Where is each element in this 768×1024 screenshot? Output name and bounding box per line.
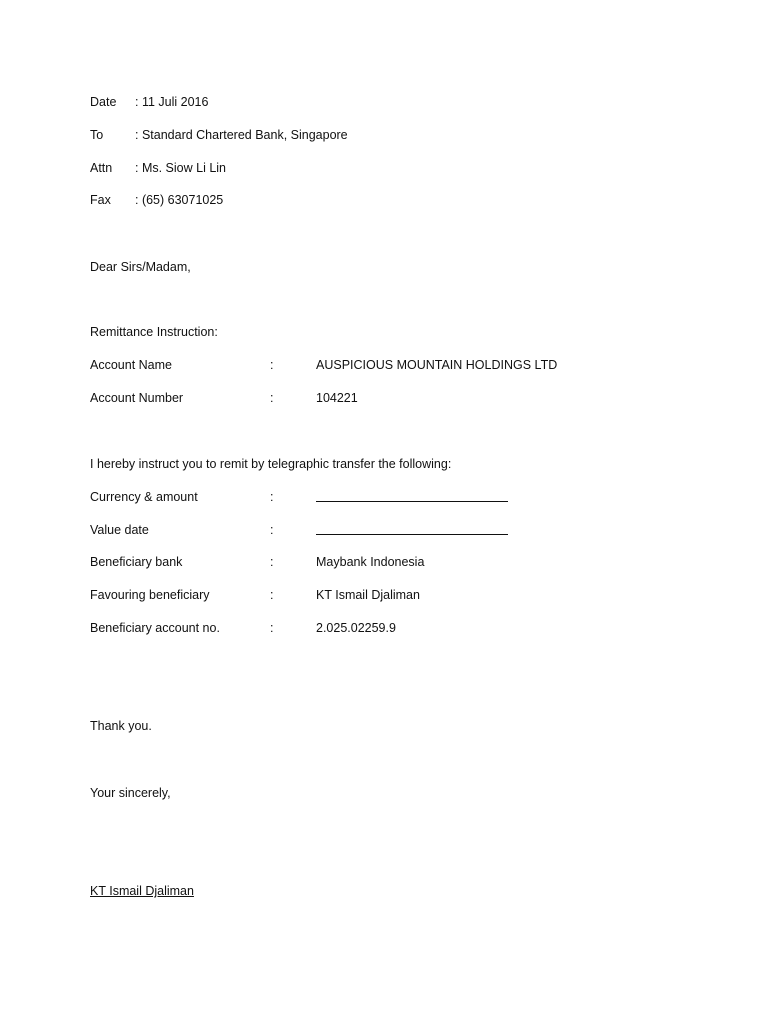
date-label: Date bbox=[90, 95, 117, 109]
beneficiary-bank-value: Maybank Indonesia bbox=[316, 555, 425, 569]
favouring-beneficiary-colon: : bbox=[270, 588, 274, 602]
attn-value: : Ms. Siow Li Lin bbox=[135, 161, 227, 175]
attn-label: Attn bbox=[90, 161, 113, 175]
salutation: Dear Sirs/Madam, bbox=[90, 260, 191, 274]
value-date-underline bbox=[316, 521, 508, 535]
beneficiary-account-label: Beneficiary account no. bbox=[90, 621, 220, 635]
beneficiary-account-colon: : bbox=[270, 621, 274, 635]
to-label: To bbox=[90, 128, 104, 142]
currency-amount-colon: : bbox=[270, 490, 274, 504]
instruction-text: I hereby instruct you to remit by telegraphic transfer the following: bbox=[90, 457, 452, 471]
sign-off: Your sincerely, bbox=[90, 786, 171, 800]
account-number-colon: : bbox=[270, 391, 274, 405]
currency-amount-underline bbox=[316, 488, 508, 502]
account-name-label: Account Name bbox=[90, 358, 172, 372]
favouring-beneficiary-label: Favouring beneficiary bbox=[90, 588, 210, 602]
beneficiary-account-value: 2.025.02259.9 bbox=[316, 621, 396, 635]
value-date-blank bbox=[316, 521, 508, 540]
fax-label: Fax bbox=[90, 193, 111, 207]
value-date-label: Value date bbox=[90, 523, 149, 537]
beneficiary-bank-colon: : bbox=[270, 555, 274, 569]
to-value: : Standard Chartered Bank, Singapore bbox=[135, 128, 348, 142]
account-number-label: Account Number bbox=[90, 391, 184, 405]
thank-you: Thank you. bbox=[90, 719, 152, 733]
fax-value: : (65) 63071025 bbox=[135, 193, 224, 207]
date-value: : 11 Juli 2016 bbox=[135, 95, 209, 109]
currency-amount-blank bbox=[316, 488, 508, 507]
beneficiary-bank-label: Beneficiary bank bbox=[90, 555, 183, 569]
currency-amount-label: Currency & amount bbox=[90, 490, 198, 504]
account-number-value: 104221 bbox=[316, 391, 358, 405]
value-date-colon: : bbox=[270, 523, 274, 537]
signatory-name: KT Ismail Djaliman bbox=[90, 884, 194, 898]
account-name-colon: : bbox=[270, 358, 274, 372]
account-name-value: AUSPICIOUS MOUNTAIN HOLDINGS LTD bbox=[316, 358, 558, 372]
favouring-beneficiary-value: KT Ismail Djaliman bbox=[316, 588, 420, 602]
remittance-heading: Remittance Instruction: bbox=[90, 325, 218, 339]
